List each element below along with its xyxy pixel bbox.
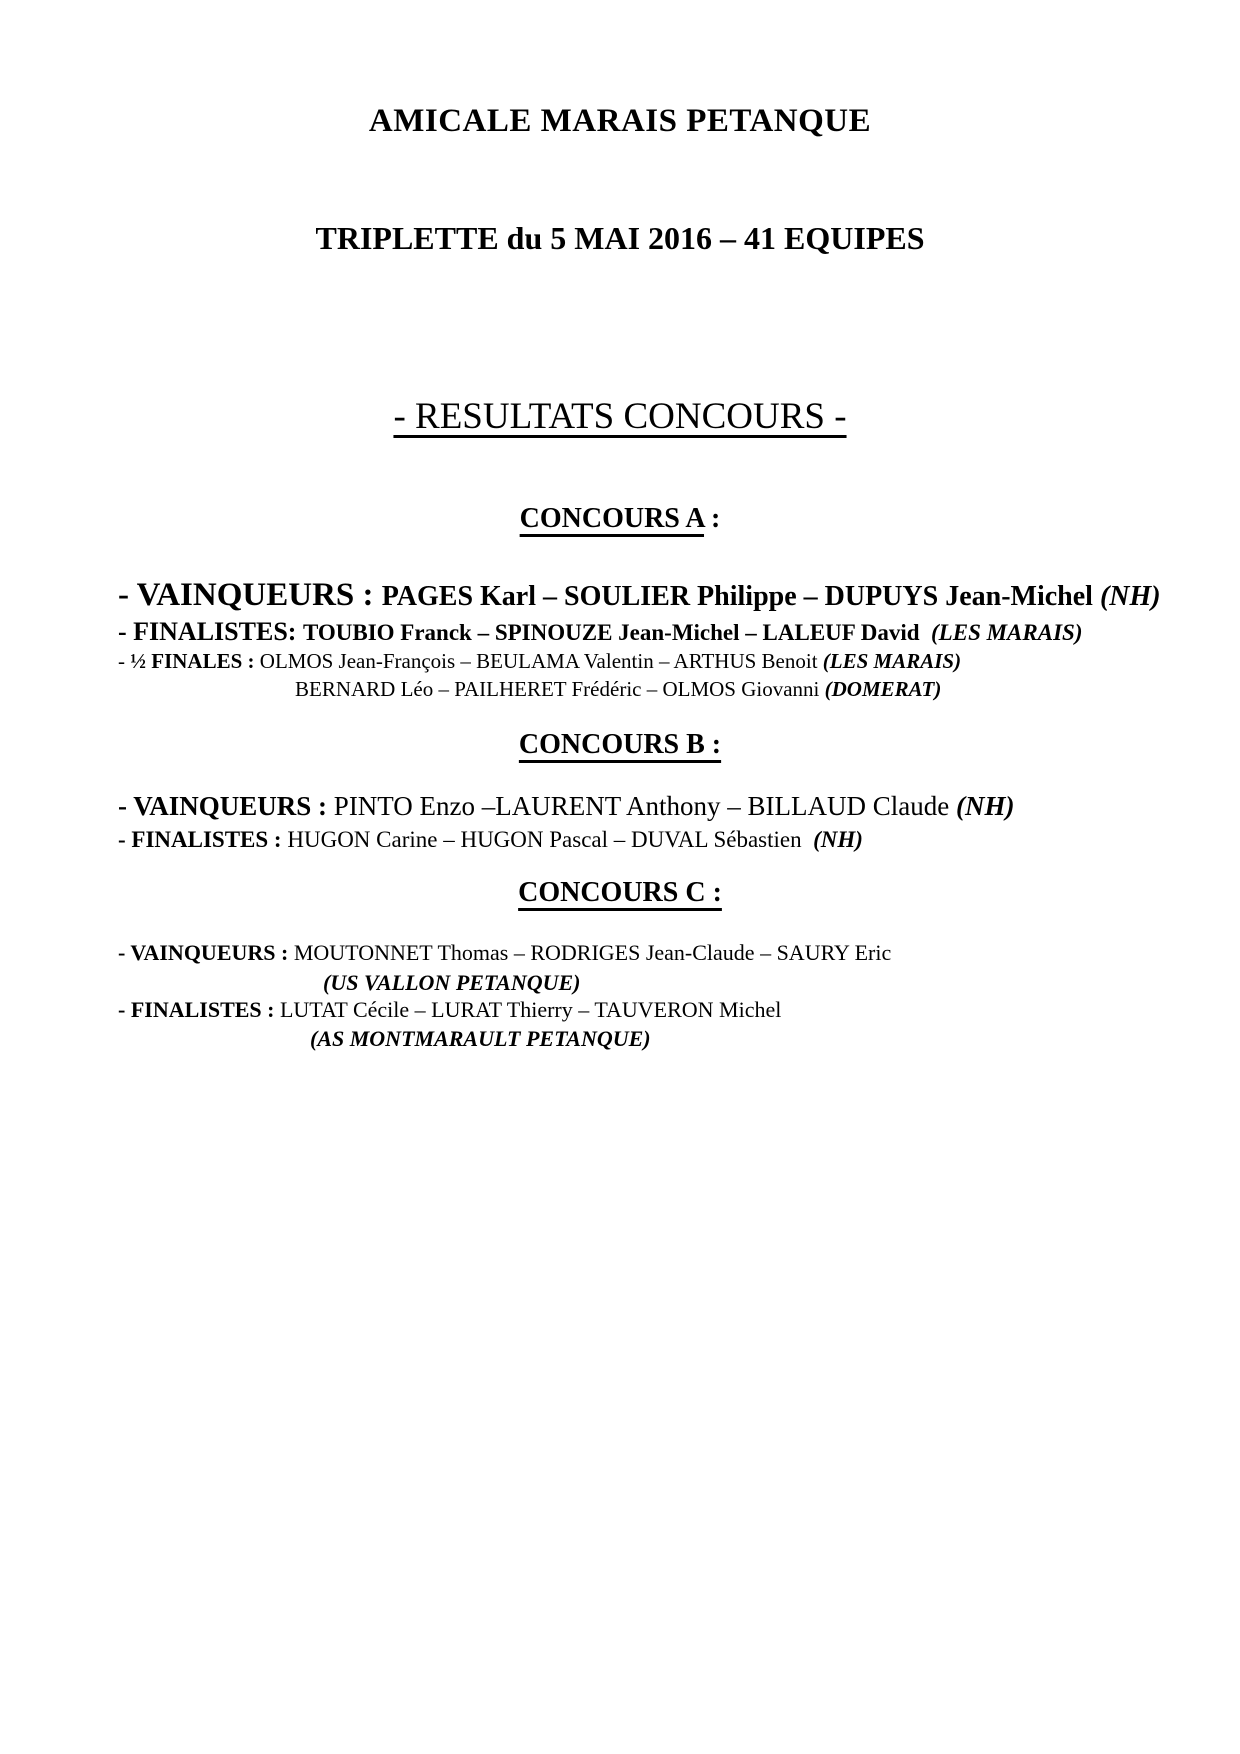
section-heading-concours-a (0, 504, 1240, 533)
section-heading-concours-b (0, 730, 1240, 759)
text-segment: (LES MARAIS) (822, 649, 962, 673)
text-segment: (NH) (956, 791, 1015, 821)
concours-c-vainqueurs-line (118, 941, 891, 964)
text-segment: OLMOS Jean-François – BEULAMA Valentin – ARTHUS Benoit (259, 649, 823, 673)
text-segment: BERNARD Léo – PAILHERET Frédéric – OLMOS Giovanni (295, 677, 825, 701)
section-heading-b-text: CONCOURS B : (518, 729, 722, 760)
text-segment: (LES MARAIS) (931, 620, 1083, 645)
concours-c-finalistes-club-line (310, 1027, 651, 1050)
concours-a-finalistes-line (118, 618, 1082, 645)
concours-a-vainqueurs-line (118, 578, 1161, 613)
text-segment: - (118, 649, 131, 673)
text-segment: TOUBIO Franck – SPINOUZE Jean-Michel – LALEUF David (302, 620, 932, 645)
text-segment: PINTO Enzo –LAURENT Anthony – BILLAUD Claude (333, 791, 956, 821)
text-segment: MOUTONNET Thomas – RODRIGES Jean-Claude – SAURY Eric (293, 940, 892, 965)
concours-b-finalistes-line (118, 828, 863, 852)
section-heading-a-colon: : (704, 503, 721, 534)
results-heading-text: - RESULTATS CONCOURS - (393, 396, 847, 437)
text-segment: (DOMERAT) (824, 677, 942, 701)
text-segment: - VAINQUEURS : (118, 791, 334, 821)
section-heading-c-text: CONCOURS C : (518, 877, 722, 908)
text-segment: (AS MONTMARAULT PETANQUE) (310, 1026, 651, 1051)
text-segment: PAGES Karl – SOULIER Philippe – DUPUYS Jean-Michel (381, 581, 1100, 612)
text-segment: (NH) (813, 827, 863, 852)
text-segment: LUTAT Cécile – LURAT Thierry – TAUVERON Michel (279, 997, 782, 1022)
results-heading (0, 398, 1240, 437)
concours-b-vainqueurs-line (118, 792, 1014, 820)
event-subtitle: TRIPLETTE du 5 MAI 2016 – 41 EQUIPES (315, 220, 925, 256)
text-segment: (US VALLON PETANQUE) (323, 970, 581, 995)
text-segment: - FINALISTES: (118, 617, 303, 646)
concours-c-vainqueurs-club-line (323, 971, 581, 994)
text-segment: - VAINQUEURS : (118, 577, 382, 613)
section-heading-a-text: CONCOURS A (519, 503, 705, 534)
concours-a-demi-finales-line-2 (295, 678, 941, 700)
text-segment: (NH) (1099, 581, 1161, 612)
text-segment: HUGON Carine – HUGON Pascal – DUVAL Sébastien (287, 827, 814, 852)
text-segment: - FINALISTES : (118, 997, 280, 1022)
text-segment: - FINALISTES : (118, 827, 288, 852)
document-title: AMICALE MARAIS PETANQUE (368, 103, 872, 139)
text-segment: - VAINQUEURS : (118, 940, 294, 965)
concours-a-demi-finales-line (118, 650, 961, 672)
concours-c-finalistes-line (118, 998, 781, 1021)
section-heading-concours-c (0, 878, 1240, 907)
text-segment: ½ FINALES : (130, 649, 260, 673)
